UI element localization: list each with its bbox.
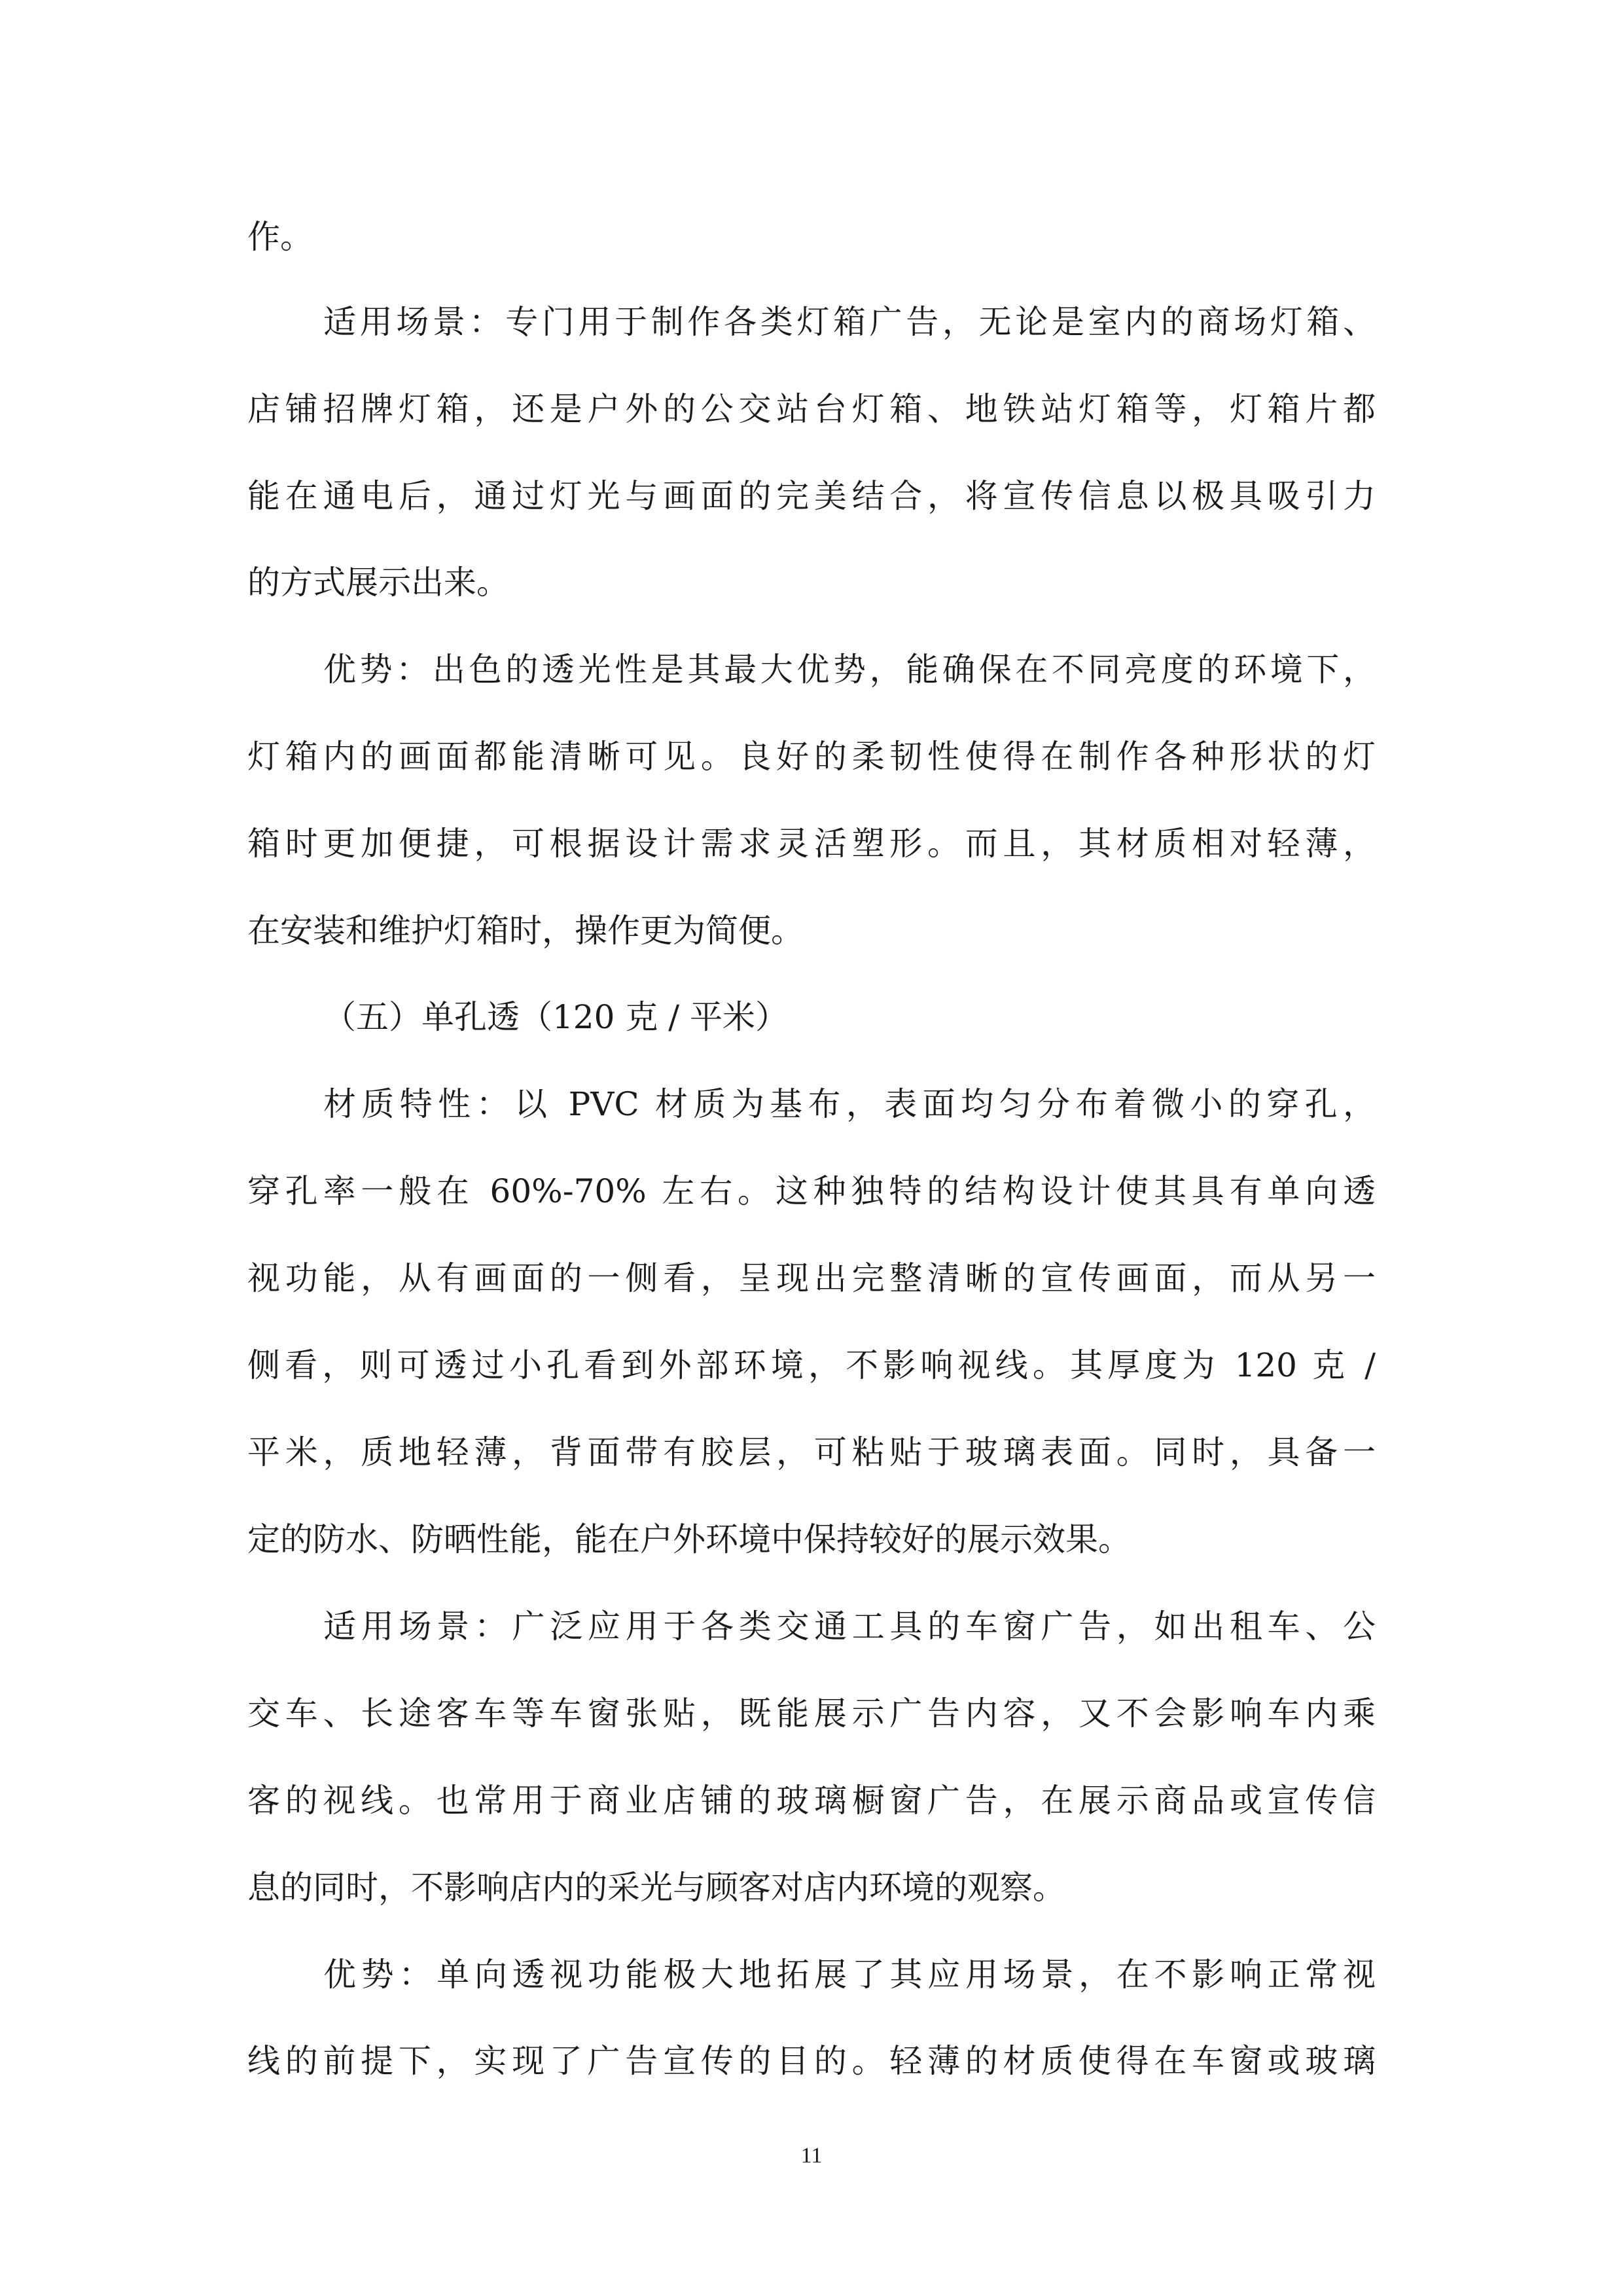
body-text-line: 平米，质地轻薄，背面带有胶层，可粘贴于玻璃表面。同时，具备一 bbox=[247, 1433, 1376, 1471]
body-text-line: 箱时更加便捷，可根据设计需求灵活塑形。而且，其材质相对轻薄， bbox=[247, 825, 1376, 863]
body-text-line: 视功能，从有画面的一侧看，呈现出完整清晰的宣传画面，而从另一 bbox=[247, 1259, 1376, 1297]
body-text-line: 在安装和维护灯箱时，操作更为简便。 bbox=[247, 912, 804, 950]
body-text-line: 作。 bbox=[247, 218, 313, 256]
page-number: 11 bbox=[800, 2144, 823, 2168]
body-text-line: 客的视线。也常用于商业店铺的玻璃橱窗广告，在展示商品或宣传信 bbox=[247, 1782, 1376, 1820]
body-text-line: 灯箱内的画面都能清晰可见。良好的柔韧性使得在制作各种形状的灯 bbox=[247, 738, 1376, 776]
body-text-line: 能在通电后，通过灯光与画面的完美结合，将宣传信息以极具吸引力 bbox=[247, 477, 1376, 515]
body-text-line: 适用场景：广泛应用于各类交通工具的车窗广告，如出租车、公 bbox=[323, 1607, 1376, 1645]
body-text-line: 侧看，则可透过小孔看到外部环境，不影响视线。其厚度为 120 克 / bbox=[247, 1346, 1376, 1384]
body-text-line: 优势：单向透视功能极大地拓展了其应用场景，在不影响正常视 bbox=[323, 1956, 1376, 1994]
body-text-line: 定的防水、防晒性能，能在户外环境中保持较好的展示效果。 bbox=[247, 1520, 1131, 1558]
body-text-line: 适用场景：专门用于制作各类灯箱广告，无论是室内的商场灯箱、 bbox=[323, 303, 1376, 341]
body-text-line: 材质特性：以 PVC 材质为基布，表面均匀分布着微小的穿孔， bbox=[323, 1085, 1376, 1123]
body-text-line: 息的同时，不影响店内的采光与顾客对店内环境的观察。 bbox=[247, 1869, 1065, 1907]
body-text-line: 店铺招牌灯箱，还是户外的公交站台灯箱、地铁站灯箱等，灯箱片都 bbox=[247, 390, 1376, 428]
body-text-line: 优势：出色的透光性是其最大优势，能确保在不同亮度的环境下， bbox=[323, 651, 1376, 689]
body-text-line: 交车、长途客车等车窗张贴，既能展示广告内容，又不会影响车内乘 bbox=[247, 1695, 1376, 1732]
body-text-line: 穿孔率一般在 60%-70% 左右。这种独特的结构设计使其具有单向透 bbox=[247, 1172, 1376, 1210]
body-text-line: 的方式展示出来。 bbox=[247, 564, 509, 601]
section-heading: （五）单孔透（120 克 / 平米） bbox=[323, 998, 788, 1036]
body-text-line: 线的前提下，实现了广告宣传的目的。轻薄的材质使得在车窗或玻璃 bbox=[247, 2042, 1376, 2080]
